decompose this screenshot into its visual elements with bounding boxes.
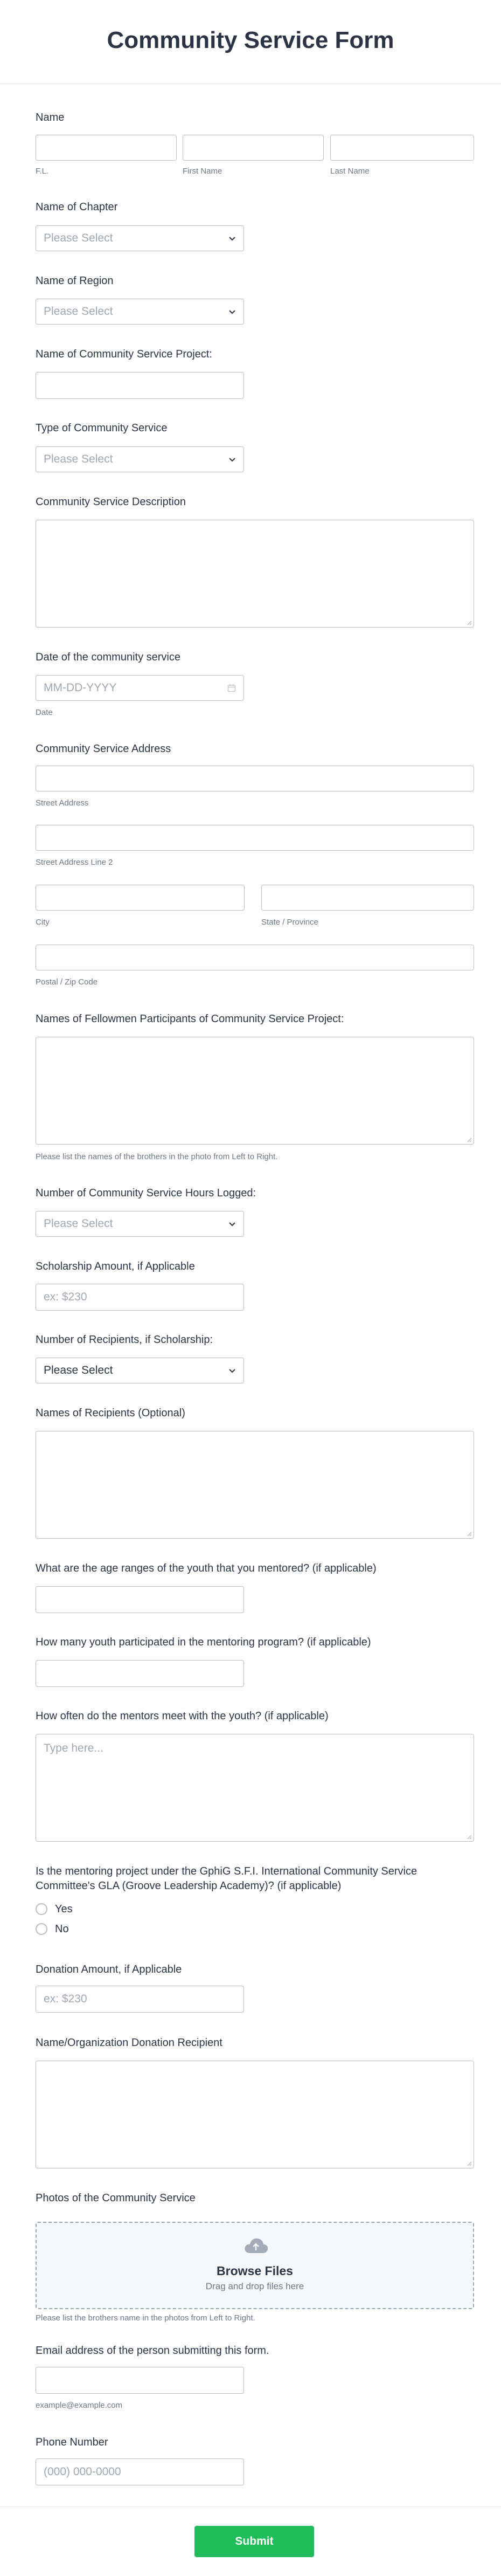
age-ranges-label: What are the age ranges of the youth that you mentored? (if applicable) [36,1562,377,1574]
calendar-icon[interactable] [227,684,236,692]
description-label: Community Service Description [36,496,186,508]
drag-drop-text: Drag and drop files here [205,2281,304,2291]
age-ranges-input[interactable] [36,1586,244,1613]
date-label: Date of the community service [36,651,180,663]
file-upload-dropzone[interactable] [36,2222,474,2309]
phone-input[interactable] [36,2458,244,2485]
state-province-input[interactable] [261,885,474,911]
participants-sublabel: Please list the names of the brothers in the photo from Left to Right. [36,1152,278,1161]
donation-amount-input[interactable] [36,1986,244,2013]
photos-label: Photos of the Community Service [36,2192,196,2204]
hours-placeholder: Please Select [44,1217,113,1230]
resize-handle-icon[interactable] [467,1137,472,1142]
youth-count-input[interactable] [36,1660,244,1687]
chapter-select[interactable] [36,225,244,251]
last-name-input[interactable] [330,135,474,161]
postal-code-sublabel: Postal / Zip Code [36,977,98,987]
chevron-down-icon [227,454,237,464]
first-initial-input[interactable] [36,135,177,161]
donation-amount-placeholder: ex: $230 [44,1993,87,2005]
scholarship-amount-label: Scholarship Amount, if Applicable [36,1261,195,1272]
resize-handle-icon[interactable] [467,1531,472,1537]
recipient-names-label: Names of Recipients (Optional) [36,1407,185,1419]
email-label: Email address of the person submitting this form. [36,2345,269,2357]
address-label: Community Service Address [36,743,171,755]
email-input[interactable] [36,2367,244,2394]
date-placeholder: MM-DD-YYYY [44,681,117,694]
resize-handle-icon[interactable] [467,620,472,625]
state-province-sublabel: State / Province [261,918,318,927]
cloud-upload-icon [243,2237,268,2254]
first-name-sublabel: First Name [183,167,222,176]
radio-yes-label[interactable]: Yes [55,1903,73,1915]
project-name-label: Name of Community Service Project: [36,348,212,360]
photos-sublabel: Please list the brothers name in the photos from Left to Right. [36,2313,255,2323]
service-type-placeholder: Please Select [44,453,113,465]
street-address-input[interactable] [36,766,474,791]
region-placeholder: Please Select [44,305,113,318]
youth-count-label: How many youth participated in the mentoring program? (if applicable) [36,1636,371,1648]
city-sublabel: City [36,918,50,927]
phone-placeholder: (000) 000-0000 [44,2465,121,2478]
browse-files-label[interactable]: Browse Files [217,2264,293,2278]
donation-recipient-label: Name/Organization Donation Recipient [36,2037,222,2049]
chevron-down-icon [227,1219,237,1229]
meet-frequency-placeholder: Type here... [44,1742,103,1754]
participants-label: Names of Fellowmen Participants of Community Service Project: [36,1013,344,1025]
project-name-input[interactable] [36,372,244,399]
meet-frequency-label: How often do the mentors meet with the youth? (if applicable) [36,1710,329,1722]
street-address-sublabel: Street Address [36,798,89,808]
chapter-label: Name of Chapter [36,201,118,213]
service-type-select[interactable] [36,446,244,472]
resize-handle-icon[interactable] [467,2161,472,2166]
chapter-placeholder: Please Select [44,232,113,244]
resize-handle-icon[interactable] [467,1834,472,1840]
scholarship-amount-placeholder: ex: $230 [44,1291,87,1303]
chevron-down-icon [227,307,237,316]
phone-label: Phone Number [36,2436,108,2448]
chevron-down-icon [227,1366,237,1375]
recipients-count-select[interactable] [36,1358,244,1383]
donation-recipient-textarea[interactable] [36,2061,474,2168]
form-title: Community Service Form [107,27,394,53]
submit-button[interactable]: Submit [194,2526,314,2557]
recipients-count-label: Number of Recipients, if Scholarship: [36,1334,213,1346]
description-textarea[interactable] [36,520,474,628]
radio-yes[interactable] [36,1903,47,1915]
scholarship-amount-input[interactable] [36,1284,244,1311]
donation-amount-label: Donation Amount, if Applicable [36,1964,182,1975]
meet-frequency-textarea[interactable] [36,1734,474,1842]
participants-textarea[interactable] [36,1037,474,1145]
date-sublabel: Date [36,708,53,717]
radio-no-label[interactable]: No [55,1923,69,1935]
postal-code-input[interactable] [36,945,474,970]
hours-select[interactable] [36,1211,244,1237]
name-label: Name [36,112,65,123]
city-input[interactable] [36,885,245,911]
mentoring-question-line2: Committee's GLA (Groove Leadership Academy)? (if applicable) [36,1880,342,1892]
recipient-names-textarea[interactable] [36,1431,474,1539]
street-address-line2-sublabel: Street Address Line 2 [36,858,113,867]
last-name-sublabel: Last Name [330,167,370,176]
radio-no[interactable] [36,1923,47,1935]
street-address-line2-input[interactable] [36,825,474,851]
mentoring-question-line1: Is the mentoring project under the GphiG S.F.I. International Community Service [36,1865,418,1877]
date-input[interactable] [36,675,244,701]
form-header [0,0,501,84]
recipients-count-value: Please Select [44,1364,113,1376]
fl-sublabel: F.L. [36,167,49,176]
hours-label: Number of Community Service Hours Logged: [36,1187,256,1199]
chevron-down-icon [227,233,237,243]
region-label: Name of Region [36,275,114,287]
region-select[interactable] [36,299,244,325]
first-name-input[interactable] [183,135,324,161]
service-type-label: Type of Community Service [36,422,168,434]
email-sublabel: example@example.com [36,2401,123,2410]
